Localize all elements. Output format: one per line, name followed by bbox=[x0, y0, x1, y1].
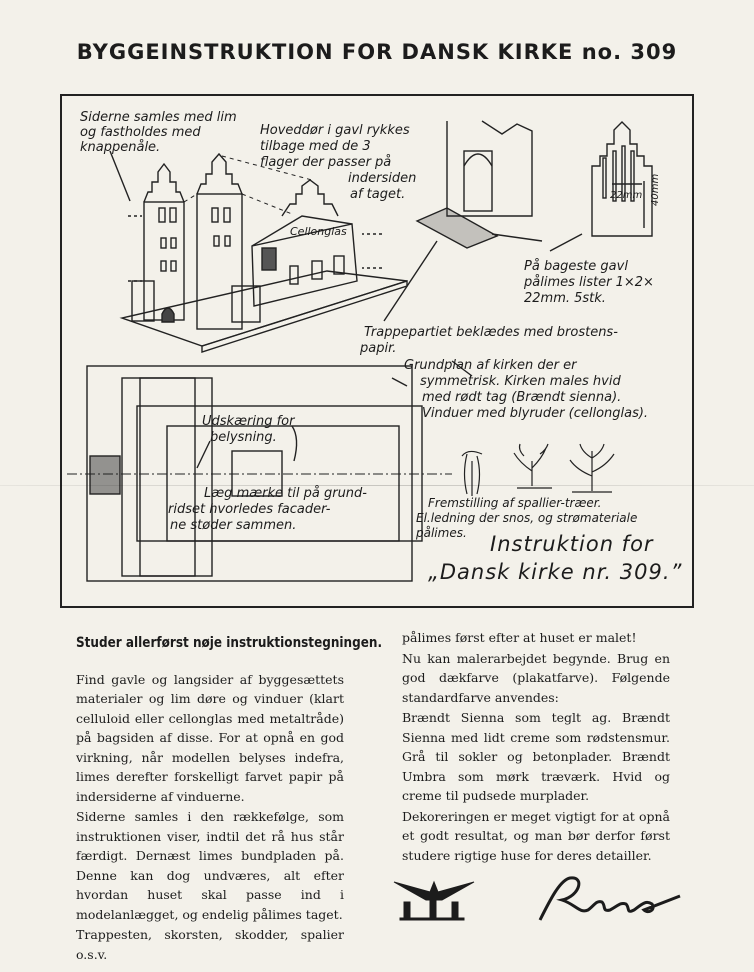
left-paragraph-3: Trappesten, skorsten, skodder, spalier o.s.v. bbox=[76, 927, 344, 962]
label-sides-2: og fastholdes med bbox=[80, 125, 201, 140]
label-gable-1: På bageste gavl bbox=[524, 259, 628, 274]
label-plan-1: Grundplan af kirken der er bbox=[404, 358, 577, 373]
instruction-drawing bbox=[60, 94, 694, 608]
right-paragraph-3: Brændt Sienna som teglt ag. Brændt Sienna med lidt creme som rødstensmur. Grå til sokler og betonplader. Brændt Umbra som mørk træværk. Hvid og creme til pudsede murplader. bbox=[402, 710, 670, 803]
label-mark-3: ne støder sammen. bbox=[170, 518, 297, 533]
right-paragraph-4: Dekoreringen er meget vigtigt for at opnå et godt resultat, og man bør derfor først studere rigtige huse for deres detailler. bbox=[402, 808, 670, 863]
text-heading: Studer allerførst nøje instruktionstegningen. bbox=[76, 635, 383, 651]
dmi-winged-logo-icon bbox=[394, 882, 474, 920]
label-dim-40: 40mm bbox=[650, 173, 661, 206]
label-plan-3: med rødt tag (Brændt sienna). bbox=[422, 390, 622, 405]
label-trees-2: El.ledning der snos, og strømateriale bbox=[416, 511, 638, 525]
label-sides-3: knappenåle. bbox=[80, 140, 161, 155]
label-door-4: indersiden bbox=[348, 171, 417, 186]
label-gable-2: pålimes lister 1×2× bbox=[524, 275, 654, 290]
logo-area bbox=[390, 870, 690, 930]
label-door-1: Hoveddør i gavl rykkes bbox=[260, 123, 410, 138]
label-cellonglas: Cellonglas bbox=[290, 225, 347, 238]
right-paragraph-2: Nu kan malerarbejdet begynde. Brug en god dækfarve (plakatfarve). Følgende standardfarve anvendes: bbox=[402, 650, 670, 705]
right-paragraph-1: pålimes først efter at huset er malet! bbox=[402, 630, 637, 645]
left-paragraph-2: Siderne samles i den rækkefølge, som instruktionen viser, indtil det rå hus står færdigt. Dernæst limes bundpladen på. Denne kan dog undværes, alt efter hvordan huset skal passe ind i modelanlægget, og endelig pålimes taget. bbox=[76, 809, 344, 922]
text-column-right bbox=[402, 628, 670, 866]
label-mark-2: ridset hvorledes facader- bbox=[168, 502, 331, 517]
page-title: BYGGEINSTRUKTION FOR DANSK KIRKE no. 309 bbox=[76, 40, 678, 64]
label-gable-3: 22mm. 5stk. bbox=[524, 291, 606, 306]
label-door-2: tilbage med de 3 bbox=[260, 139, 371, 154]
label-trees-1: Fremstilling af spallier-træer. bbox=[428, 496, 602, 510]
label-cutout-2: belysning. bbox=[210, 430, 277, 445]
left-paragraph-1: Find gavle og langsider af byggesættets materialer og lim døre og vinduer (klart celluloid eller cellonglas med metaltråde) på bagsiden af disse. For at opnå en god virkning, når modellen belyses indefra, limes derefter forskelligt farvet papir på indersiderne af vinduerne. bbox=[76, 671, 344, 804]
label-trees-3: pålimes. bbox=[416, 526, 467, 540]
label-mark-1: Læg mærke til på grund- bbox=[204, 486, 367, 501]
label-sides-1: Siderne samles med lim bbox=[80, 110, 237, 125]
label-plan-4: Vinduer med blyruder (cellonglas). bbox=[422, 406, 649, 421]
text-column-left bbox=[76, 628, 383, 965]
remo-signature-logo-icon bbox=[540, 878, 680, 920]
label-door-3: flager der passer på bbox=[260, 155, 392, 170]
paper-fold bbox=[0, 485, 754, 486]
label-stairs-1: Trappepartiet beklædes med brostens- bbox=[364, 325, 618, 340]
label-instruction-1: Instruktion for bbox=[490, 532, 654, 556]
label-dim-22: 22mm bbox=[610, 190, 643, 201]
label-cutout-1: Udskæring for bbox=[202, 414, 295, 429]
label-stairs-2: papir. bbox=[360, 341, 397, 356]
label-instruction-2: „Dansk kirke nr. 309.” bbox=[428, 560, 683, 584]
label-plan-2: symmetrisk. Kirken males hvid bbox=[420, 374, 621, 389]
label-door-5: af taget. bbox=[350, 187, 406, 202]
